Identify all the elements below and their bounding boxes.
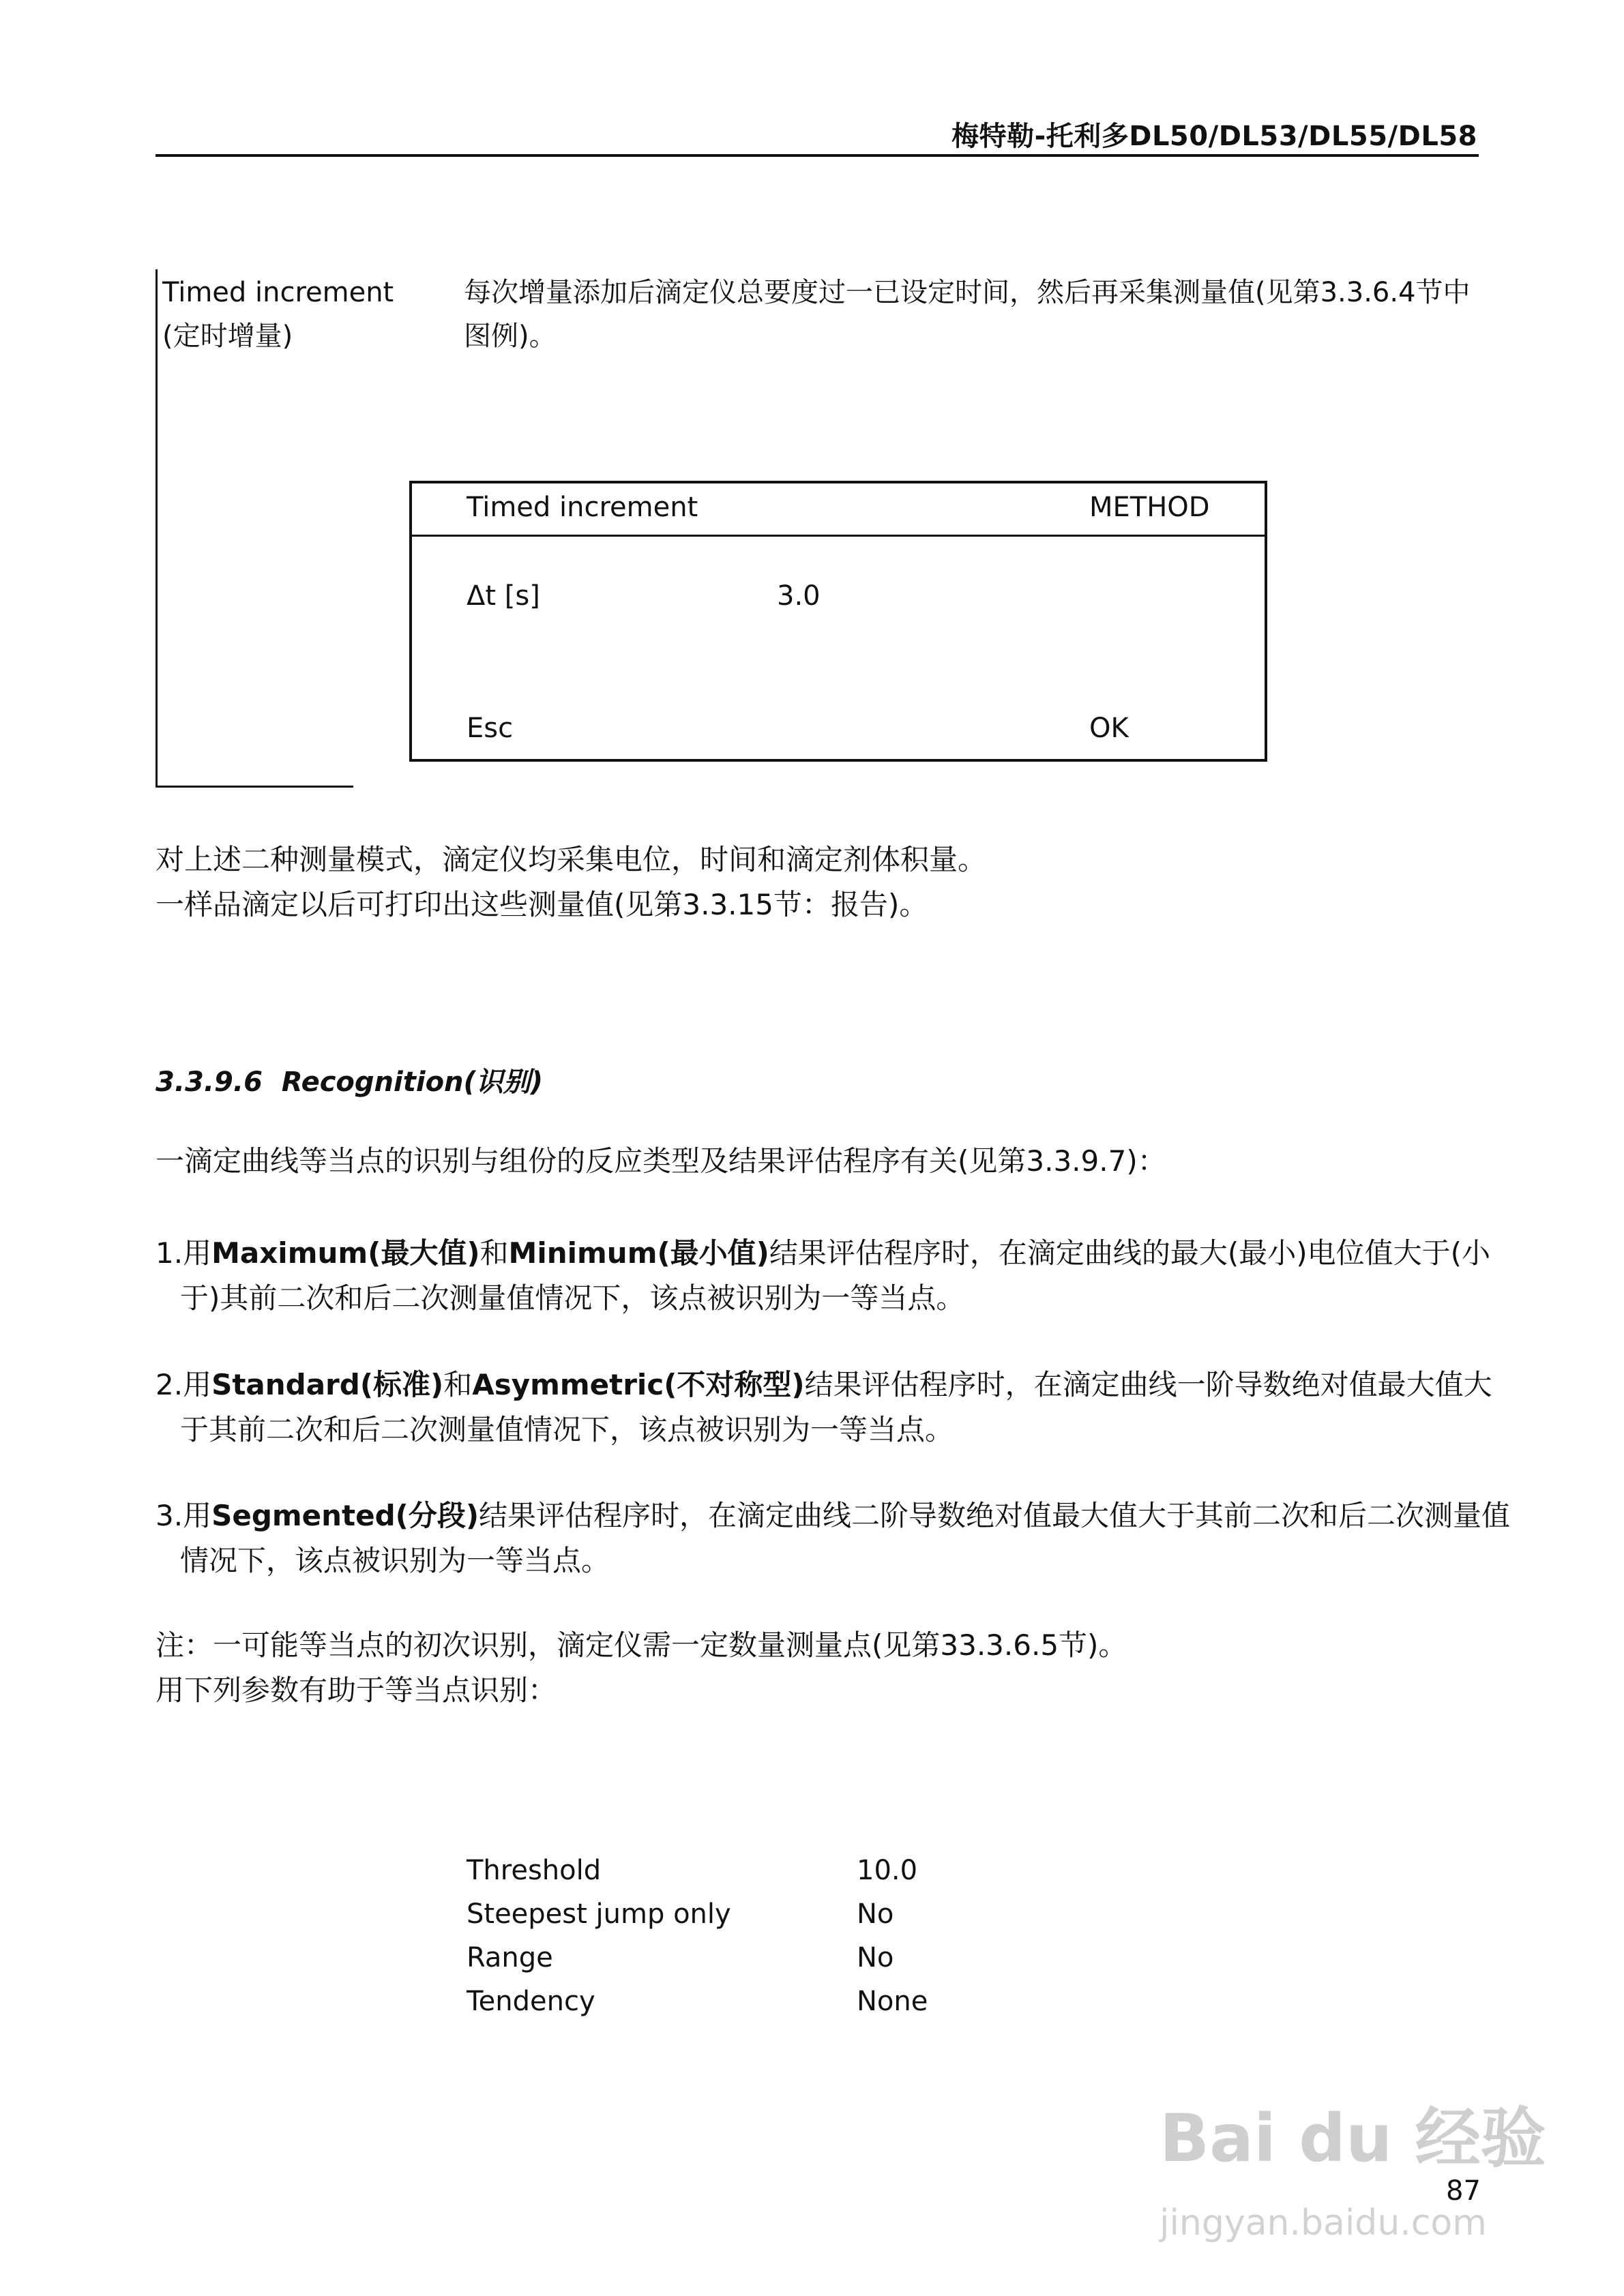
param-value: No xyxy=(857,1898,894,1930)
measurement-summary-line1: 对上述二种测量模式，滴定仪均采集电位，时间和滴定剂体积量。 xyxy=(156,843,987,876)
item-keyword: Segmented(分段) xyxy=(211,1499,479,1532)
page-header-title: 梅特勒-托利多DL50/DL53/DL55/DL58 xyxy=(951,121,1477,152)
display-esc-softkey: Esc xyxy=(467,713,514,744)
section-heading xyxy=(156,1060,543,1099)
item-text: 结果评估程序时，在滴定曲线的最大(最小)电位值大于(小于)其前二次和后二次测量值情况下，该点被识别为一等当点。 xyxy=(180,1236,1491,1315)
item-keyword: Minimum(最小值) xyxy=(508,1236,769,1270)
measurement-summary-line2: 一样品滴定以后可打印出这些测量值(见第3.3.15节：报告)。 xyxy=(156,888,928,921)
param-label: Steepest jump only xyxy=(467,1898,731,1930)
item-prefix: 1.用 xyxy=(156,1236,212,1270)
display-param-value: 3.0 xyxy=(777,580,821,612)
item-connector: 和 xyxy=(479,1236,509,1270)
item-prefix: 3.用 xyxy=(156,1499,212,1532)
definition-bracket-horizontal xyxy=(156,786,353,788)
watermark-url: jingyan.baidu.com xyxy=(1160,2203,1487,2243)
item-connector: 和 xyxy=(443,1368,473,1401)
item-text: 结果评估程序时，在滴定曲线一阶导数绝对值最大值大于其前二次和后二次测量值情况下，该点被识别为一等当点。 xyxy=(180,1368,1492,1446)
instrument-display xyxy=(409,481,1267,762)
item-keyword: Standard(标准) xyxy=(211,1368,444,1401)
display-mode: METHOD xyxy=(1089,492,1210,523)
definition-term-en: Timed increment xyxy=(162,277,394,308)
definition-term-cn: (定时增量) xyxy=(162,320,293,352)
section-intro: 一滴定曲线等当点的识别与组份的反应类型及结果评估程序有关(见第3.3.9.7)： xyxy=(156,1144,1166,1178)
param-label: Range xyxy=(467,1942,553,1973)
param-value: No xyxy=(857,1942,894,1973)
display-title-rule xyxy=(412,535,1265,537)
measurement-summary xyxy=(156,837,1489,927)
param-value: None xyxy=(857,1986,928,2017)
param-value: 10.0 xyxy=(857,1855,918,1886)
section-number: 3.3.9.6 xyxy=(156,1067,263,1098)
display-ok-softkey: OK xyxy=(1089,713,1129,744)
recognition-item-3 xyxy=(156,1493,1514,1583)
watermark-brand: Bai du 经验 xyxy=(1160,2100,1546,2177)
definition-term xyxy=(162,271,394,358)
note-line1: 注：一可能等当点的初次识别，滴定仪需一定数量测量点(见第33.3.6.5节)。 xyxy=(156,1628,1127,1662)
param-label: Threshold xyxy=(467,1855,602,1886)
page-number: 87 xyxy=(1446,2175,1481,2207)
item-text: 结果评估程序时，在滴定曲线二阶导数绝对值最大值大于其前二次和后二次测量值情况下，该点被识别为一等当点。 xyxy=(180,1499,1511,1577)
section-title: Recognition(识别) xyxy=(281,1067,544,1098)
definition-bracket-vertical xyxy=(156,269,158,788)
recognition-item-1 xyxy=(156,1231,1514,1321)
note-line2: 用下列参数有助于等当点识别： xyxy=(156,1673,557,1707)
item-prefix: 2.用 xyxy=(156,1368,212,1401)
definition-description: 每次增量添加后滴定仪总要度过一已设定时间，然后再采集测量值(见第3.3.6.4节中图例)。 xyxy=(464,277,1471,352)
item-keyword: Maximum(最大值) xyxy=(211,1236,480,1270)
display-param-label: Δt [s] xyxy=(467,580,540,612)
header-rule xyxy=(156,154,1479,157)
display-title: Timed increment xyxy=(467,492,698,523)
item-keyword: Asymmetric(不对称型) xyxy=(472,1368,805,1401)
recognition-item-2 xyxy=(156,1362,1514,1452)
note xyxy=(156,1623,1489,1713)
param-label: Tendency xyxy=(467,1986,595,2017)
